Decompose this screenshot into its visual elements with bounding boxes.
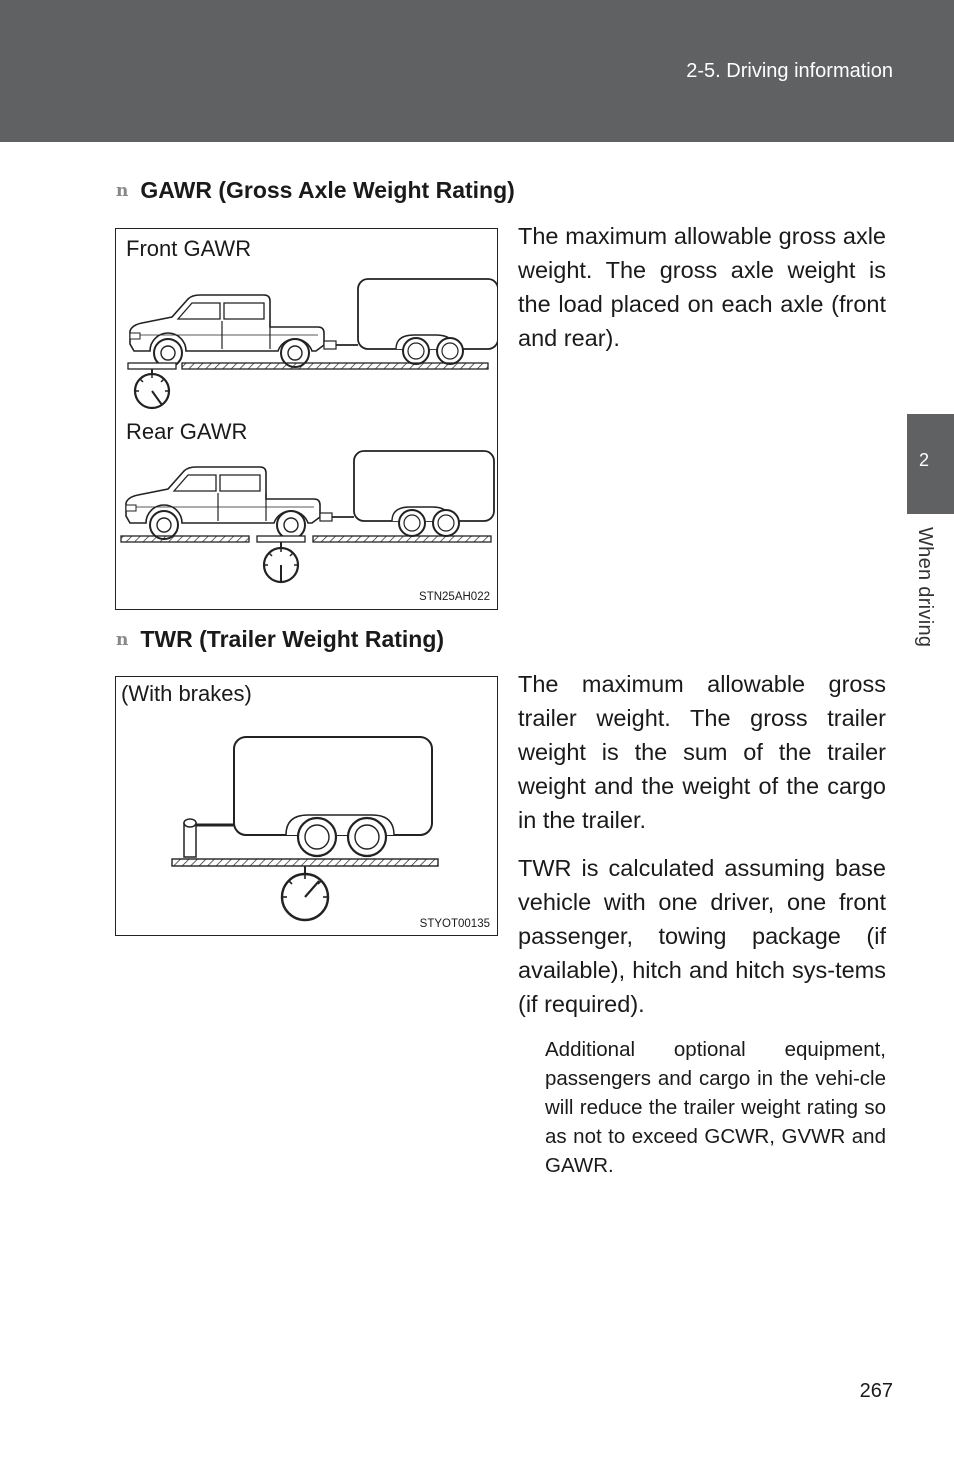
twr-paragraph-1: The maximum allowable gross trailer weight. The gross trailer weight is the sum of the trailer weight and the weight of the cargo in the trailer. — [518, 671, 886, 833]
gawr-heading-text: GAWR (Gross Axle Weight Rating) — [140, 177, 515, 203]
twr-figure — [115, 676, 498, 936]
twr-figure-code: STYOT00135 — [419, 918, 490, 930]
chapter-tab — [907, 414, 954, 514]
bullet-icon: n — [116, 181, 129, 201]
page-number: 267 — [859, 1380, 893, 1402]
twr-illustration — [116, 677, 497, 935]
gawr-illustration — [116, 229, 497, 609]
twr-paragraph-2: TWR is calculated assuming base vehicle with one driver, one front passenger, towing package (if available), hitch and hitch sys-tems (if required). — [518, 855, 886, 1017]
chapter-label: When driving — [914, 527, 936, 648]
header-band — [0, 0, 954, 142]
gawr-figure-code: STN25AH022 — [419, 591, 490, 603]
twr-heading — [116, 626, 444, 653]
bullet-icon: n — [116, 630, 129, 650]
gawr-figure — [115, 228, 498, 610]
twr-note: Additional optional equipment, passengers and cargo in the vehi-cle will reduce the trailer weight rating so as not to exceed GCWR, GVWR and GAWR. — [545, 1038, 886, 1177]
with-brakes-label: (With brakes) — [121, 681, 252, 706]
rear-gawr-label: Rear GAWR — [126, 419, 248, 444]
section-title: 2-5. Driving information — [686, 60, 893, 82]
gawr-paragraph: The maximum allowable gross axle weight. The gross axle weight is the load placed on each axle (front and rear). — [518, 223, 886, 351]
chapter-number: 2 — [918, 450, 929, 470]
twr-heading-text: TWR (Trailer Weight Rating) — [140, 626, 445, 652]
gawr-heading — [116, 177, 515, 204]
front-gawr-label: Front GAWR — [126, 236, 252, 261]
